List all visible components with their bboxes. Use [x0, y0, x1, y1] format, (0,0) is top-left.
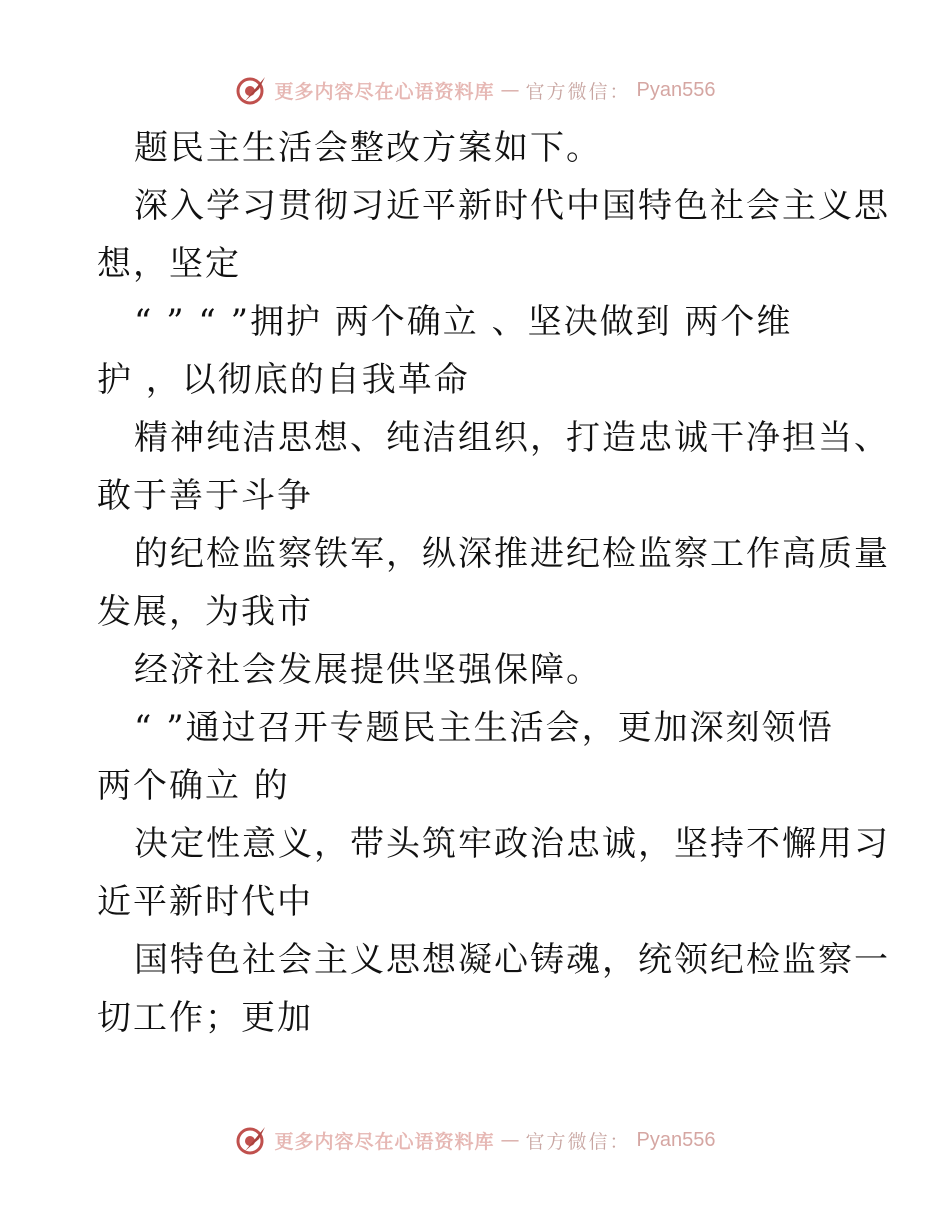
banner-official-label: 官方微信：	[525, 80, 631, 103]
body-line: 护 ，以彻底的自我革命	[97, 360, 470, 400]
body-line: 发展，为我市	[97, 592, 313, 632]
body-line: 决定性意义，带头筑牢政治忠诚，坚持不懈用习	[134, 824, 890, 864]
body-line: 国特色社会主义思想凝心铸魂，统领纪检监察一	[134, 940, 890, 980]
body-line: 想，坚定	[97, 244, 241, 284]
banner-separator: —	[500, 1129, 520, 1151]
body-line: 经济社会发展提供坚强保障。	[134, 650, 602, 690]
body-line: 深入学习贯彻习近平新时代中国特色社会主义思	[134, 186, 890, 226]
body-line: 精神纯洁思想、纯洁组织，打造忠诚干净担当、	[134, 418, 890, 458]
banner-brand-text: 更多内容尽在心语资料库	[274, 1130, 495, 1153]
body-line: “ ”通过召开专题民主生活会，更加深刻领悟	[134, 708, 834, 748]
footer-banner	[0, 1120, 950, 1160]
body-line: “ ” “ ”拥护 两个确立 、坚决做到 两个维	[134, 302, 793, 342]
body-line: 的纪检监察铁军，纵深推进纪检监察工作高质量	[134, 534, 890, 574]
banner-official-label: 官方微信：	[525, 1130, 631, 1153]
banner-account: Pyan556	[636, 1128, 716, 1151]
banner-account: Pyan556	[636, 78, 716, 101]
body-line: 敢于善于斗争	[97, 476, 313, 516]
quill-logo-icon	[235, 1123, 269, 1157]
body-line: 切工作；更加	[97, 998, 313, 1038]
body-line: 近平新时代中	[97, 882, 313, 922]
body-line: 题民主生活会整改方案如下。	[134, 128, 602, 168]
banner-brand-text: 更多内容尽在心语资料库	[274, 80, 495, 103]
banner-separator: —	[500, 79, 520, 101]
body-line: 两个确立 的	[97, 766, 290, 806]
